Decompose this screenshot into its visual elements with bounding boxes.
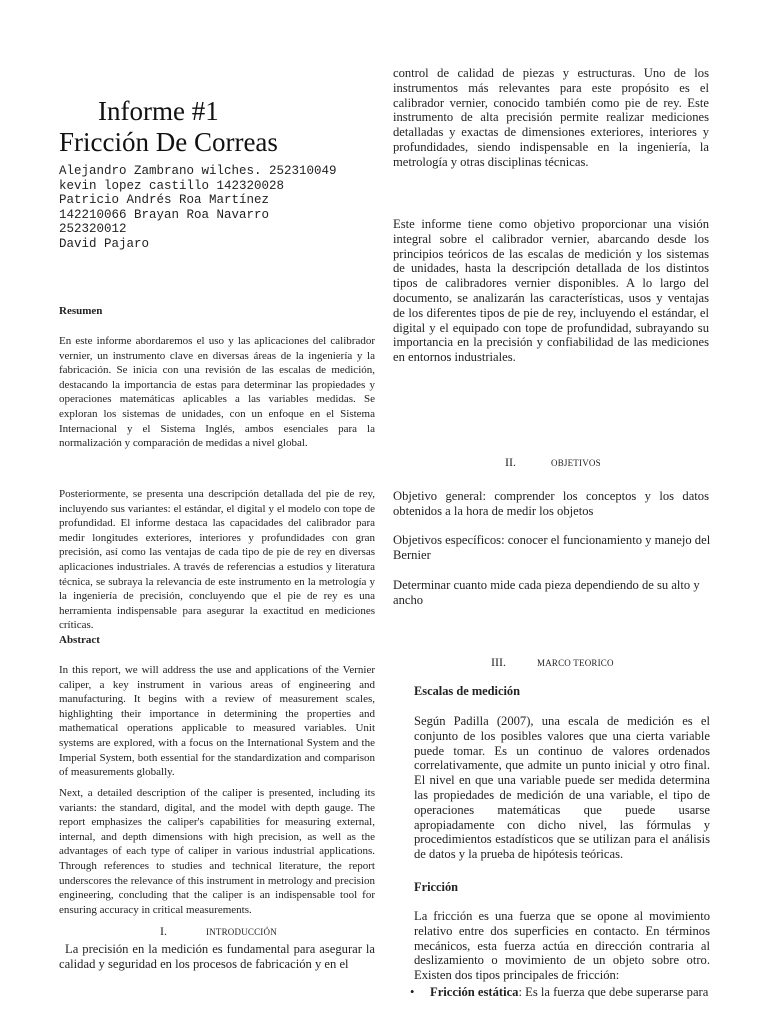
author-line: Patricio Andrés Roa Martínez (59, 193, 270, 208)
title-line-1: Informe #1 (98, 96, 219, 126)
objetivos-especificos: Objetivos específicos: conocer el funcionamiento y manejo del Bernier (393, 533, 711, 562)
objetivo-determinar: Determinar cuanto mide cada pieza dependiendo de su alto y ancho (393, 578, 700, 607)
section-title: OBJETIVOS (551, 458, 601, 468)
author-list (59, 164, 379, 252)
section-objetivos-header (505, 455, 601, 470)
section-number: II. (505, 455, 516, 469)
abstract-heading: Abstract (59, 634, 100, 646)
escalas-paragraph: Según Padilla (2007), una escala de medición es el conjunto de los posibles valores que una cierta variable puede tomar. Es un continuo de valores ordenados correlativamente, que admite un punto inicial y otro final. El nivel en que una variable puede ser medida determina las propiedades de medición de una variable, el tipo de operaciones matemáticas que puede usarse apropiadamente con dicho nivel, las fórmulas y procedimientos estadísticos que se utilizan para el análisis de datos y la prueba de hipótesis teóricas. (414, 714, 710, 862)
bullet-term: Fricción estática (430, 985, 519, 999)
abstract-paragraph-2: Next, a detailed description of the caliper is presented, including its variants: the standard, digital, and the model with depth gauge. The report emphasizes the caliper's capabilities for measuring external, internal, and depth dimensions with high precision, as well as the advantages of each type of caliper in various industrial applications. Through references to studies and technical literature, the report underscores the relevance of this instrument in metrology and precision engineering, concluding that the caliper is an indispensable tool for ensuring accuracy in critical measurements. (59, 787, 375, 916)
section-marco-header (491, 655, 614, 670)
section-title: INTRODUCCIÓN (206, 927, 277, 937)
resumen-heading: Resumen (59, 305, 103, 317)
friccion-heading: Fricción (414, 880, 459, 894)
section-title: MARCO TEORICO (537, 658, 614, 668)
section-introduccion-header (160, 924, 277, 939)
objetivo-general: Objetivo general: comprender los conceptos y los datos obtenidos a la hora de medir los objetos (393, 489, 709, 518)
author-line: David Pajaro (59, 236, 150, 251)
author-line: kevin lopez castillo 142320028 (59, 178, 285, 193)
section-number: III. (491, 655, 506, 669)
friccion-types-list (410, 985, 714, 1000)
author-line: 142210066 Brayan Roa Navarro (59, 207, 270, 222)
section-number: I. (160, 924, 167, 938)
abstract-paragraph-1: In this report, we will address the use and applications of the Vernier caliper, a key instrument in various areas of engineering and manufacturing. It begins with a review of measurement scales, highlighting their importance in determining the properties and mathematical operations applicable to measured variables. Unit systems are explored, with a focus on the International System and the Imperial System, both essential for the standardization and comparison of measurements globally. (59, 664, 375, 779)
resumen-paragraph-1: En este informe abordaremos el uso y las aplicaciones del calibrador vernier, un instrumento clave en diversas áreas de la ingeniería y la fabricación. Se inicia con una revisión de las escalas de medición, destacando la importancia de estas para determinar las propiedades y operaciones matemáticas aplicables a las variables medidas. Se exploran los sistemas de unidades, con un enfoque en el Sistema Internacional y el Sistema Inglés, ambos esenciales para la normalización y comparación de medidas a nivel global. (59, 335, 375, 450)
introduccion-paragraph-2: Este informe tiene como objetivo proporcionar una visión integral sobre el calibrador vernier, abarcando desde los principios teóricos de las escalas de medición y los sistemas de unidades, hasta la descripción detallada de los distintos tipos de calibradores vernier disponibles. A lo largo del documento, se analizarán las características, usos y ventajas de los diferentes tipos de pie de rey, incluyendo el estándar, el digital y el equipado con tope de profundidad, subrayando su importancia en la precisión y confiabilidad de las mediciones en entornos industriales. (393, 217, 709, 365)
list-item (410, 985, 714, 1000)
resumen-paragraph-2: Posteriormente, se presenta una descripción detallada del pie de rey, incluyendo sus variantes: el estándar, el digital y el modelo con tope de profundidad. El informe destaca las capacidades del calibrador para medir longitudes exteriores, interiores y profundidades con gran precisión, así como las ventajas de cada tipo de pie de rey en diversas aplicaciones industriales. A través de referencias a estudios y literatura técnica, se subraya la relevancia de este instrumento en la metrología y la ingeniería de precisión, concluyendo que el pie de rey es una herramienta indispensable para asegurar la exactitud en mediciones críticas. (59, 488, 375, 632)
escalas-heading: Escalas de medición (414, 684, 521, 698)
introduccion-paragraph-continued: control de calidad de piezas y estructuras. Uno de los instrumentos más relevantes para este propósito es el calibrador vernier, conocido también como pie de rey. Este instrumento de alta precisión permite realizar mediciones detalladas y exactas de dimensiones exteriores, interiores y profundidades, siendo indispensable en la ingeniería, la metrología y otras disciplinas técnicas. (393, 66, 709, 169)
title-line-2: Fricción De Correas (59, 127, 278, 157)
friccion-paragraph: La fricción es una fuerza que se opone al movimiento relativo entre dos superficies en contacto. En términos mecánicos, esta fuerza actúa en dirección contraria al deslizamiento o movimiento de un objeto sobre otro. Existen dos tipos principales de fricción: (414, 909, 710, 983)
author-line: 252320012 (59, 222, 127, 237)
introduccion-paragraph-start: La precisión en la medición es fundamental para asegurar la calidad y seguridad en los procesos de fabricación y en el (59, 942, 375, 971)
bullet-text: : Es la fuerza que debe superarse para (518, 985, 709, 999)
author-line: Alejandro Zambrano wilches. 252310049 (59, 164, 337, 178)
